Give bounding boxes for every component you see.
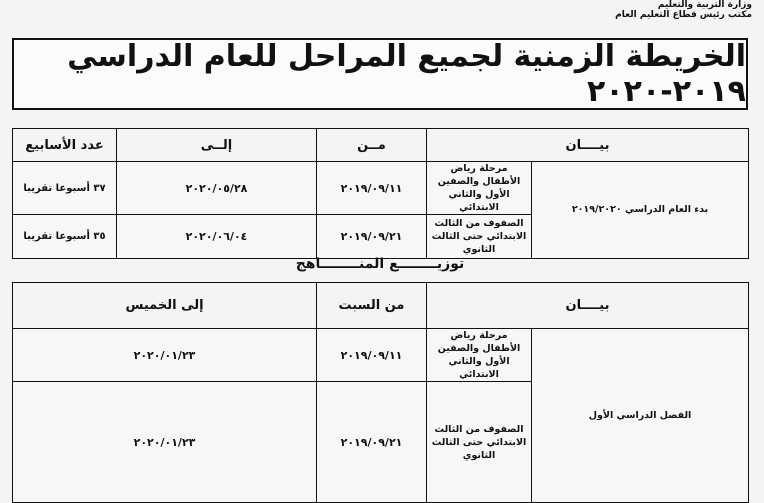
header-to: إلــى (117, 129, 317, 162)
side-label: الفصل الدراسي الأول (532, 329, 749, 503)
from-date: ٢٠١٩/٠٩/٢١ (317, 382, 427, 503)
table-header-row (13, 283, 749, 329)
stage-cell: الصفوف من الثالث الابتدائي حتى الثالث الثانوي (427, 382, 532, 503)
curriculum-distribution-table (12, 282, 749, 503)
header-to-thursday: إلى الخميس (13, 283, 317, 329)
to-date: ٢٠٢٠/٠٥/٢٨ (117, 162, 317, 215)
header-weeks: عدد الأسابيع (13, 129, 117, 162)
ministry-name: وزارة التربية والتعليم (657, 0, 752, 10)
header-statement: بيــــان (427, 129, 749, 162)
from-date: ٢٠١٩/٠٩/١١ (317, 329, 427, 382)
from-date: ٢٠١٩/٠٩/٢١ (317, 215, 427, 259)
from-date: ٢٠١٩/٠٩/١١ (317, 162, 427, 215)
table-header-row (13, 129, 749, 162)
distribution-heading: توزيــــــــع المنــــــــاهج (295, 256, 465, 272)
header-from-saturday: من السبت (317, 283, 427, 329)
page-title: الخريطة الزمنية لجميع المراحل للعام الدراسي ٢٠١٩-٢٠٢٠ (67, 39, 746, 109)
stage-cell: مرحلة رياض الأطفال والصفين الأول والثاني الابتدائي (427, 162, 532, 215)
header-statement: بيــــان (427, 283, 749, 329)
stage-cell: مرحلة رياض الأطفال والصفين الأول والثاني الابتدائي (427, 329, 532, 382)
to-date: ٢٠٢٠/٠١/٢٣ (13, 382, 317, 503)
school-year-table (12, 128, 749, 259)
title-box (12, 38, 748, 110)
header-from: مــن (317, 129, 427, 162)
weeks-count: ٣٧ أسبوعا تقريبا (13, 162, 117, 215)
side-label: بدء العام الدراسي ٢٠١٩/٢٠٢٠ (532, 162, 749, 259)
table-row (13, 329, 749, 382)
to-date: ٢٠٢٠/٠٦/٠٤ (117, 215, 317, 259)
letterhead (615, 0, 752, 20)
stage-cell: الصفوف من الثالث الابتدائي حتى الثالث الثانوي (427, 215, 532, 259)
weeks-count: ٣٥ أسبوعا تقريبا (13, 215, 117, 259)
office-name: مكتب رئيس قطاع التعليم العام (615, 10, 752, 20)
to-date: ٢٠٢٠/٠١/٢٣ (13, 329, 317, 382)
table-row (13, 162, 749, 215)
